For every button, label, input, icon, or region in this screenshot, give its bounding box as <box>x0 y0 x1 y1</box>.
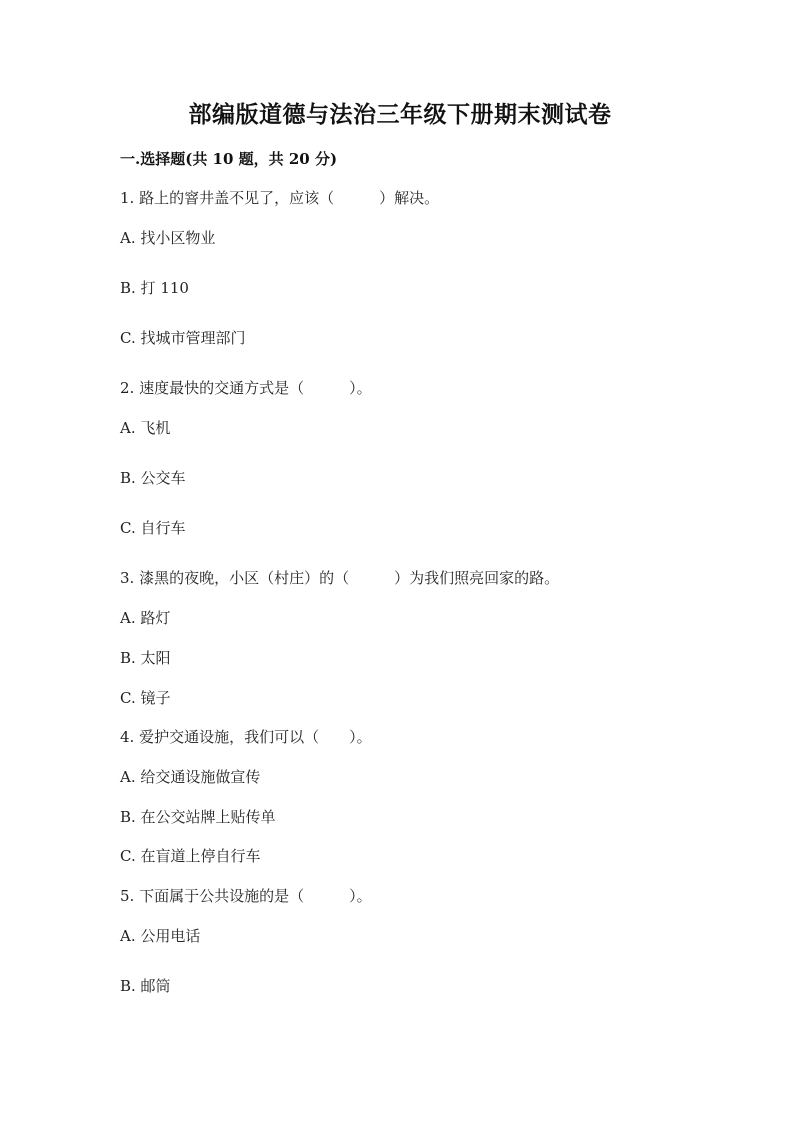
question-2-option-a: A. 飞机 <box>120 419 171 437</box>
question-4-option-b: B. 在公交站牌上贴传单 <box>120 808 276 826</box>
question-1-option-c: C. 找城市管理部门 <box>120 329 246 347</box>
question-5-option-b: B. 邮筒 <box>120 977 171 995</box>
question-2-option-c: C. 自行车 <box>120 519 186 537</box>
question-3-stem: 3. 漆黑的夜晚，小区（村庄）的（ ）为我们照亮回家的路。 <box>120 569 560 587</box>
question-5-option-a: A. 公用电话 <box>120 927 201 945</box>
question-3-option-a: A. 路灯 <box>120 609 171 627</box>
question-4-option-c: C. 在盲道上停自行车 <box>120 847 261 865</box>
question-4-option-a: A. 给交通设施做宣传 <box>120 768 261 786</box>
question-1-stem: 1. 路上的窨井盖不见了，应该（ ）解决。 <box>120 189 440 207</box>
question-4-stem: 4. 爱护交通设施，我们可以（ ）。 <box>120 728 372 746</box>
question-5-stem: 5. 下面属于公共设施的是（ ）。 <box>120 887 372 905</box>
question-2-option-b: B. 公交车 <box>120 469 186 487</box>
question-1-option-b: B. 打 110 <box>120 279 189 297</box>
section-heading: 一.选择题(共 10 题，共 20 分) <box>120 150 338 168</box>
question-1-option-a: A. 找小区物业 <box>120 229 216 247</box>
question-2-stem: 2. 速度最快的交通方式是（ ）。 <box>120 379 372 397</box>
question-3-option-c: C. 镜子 <box>120 689 171 707</box>
question-3-option-b: B. 太阳 <box>120 649 171 667</box>
page-title: 部编版道德与法治三年级下册期末测试卷 <box>188 101 612 128</box>
